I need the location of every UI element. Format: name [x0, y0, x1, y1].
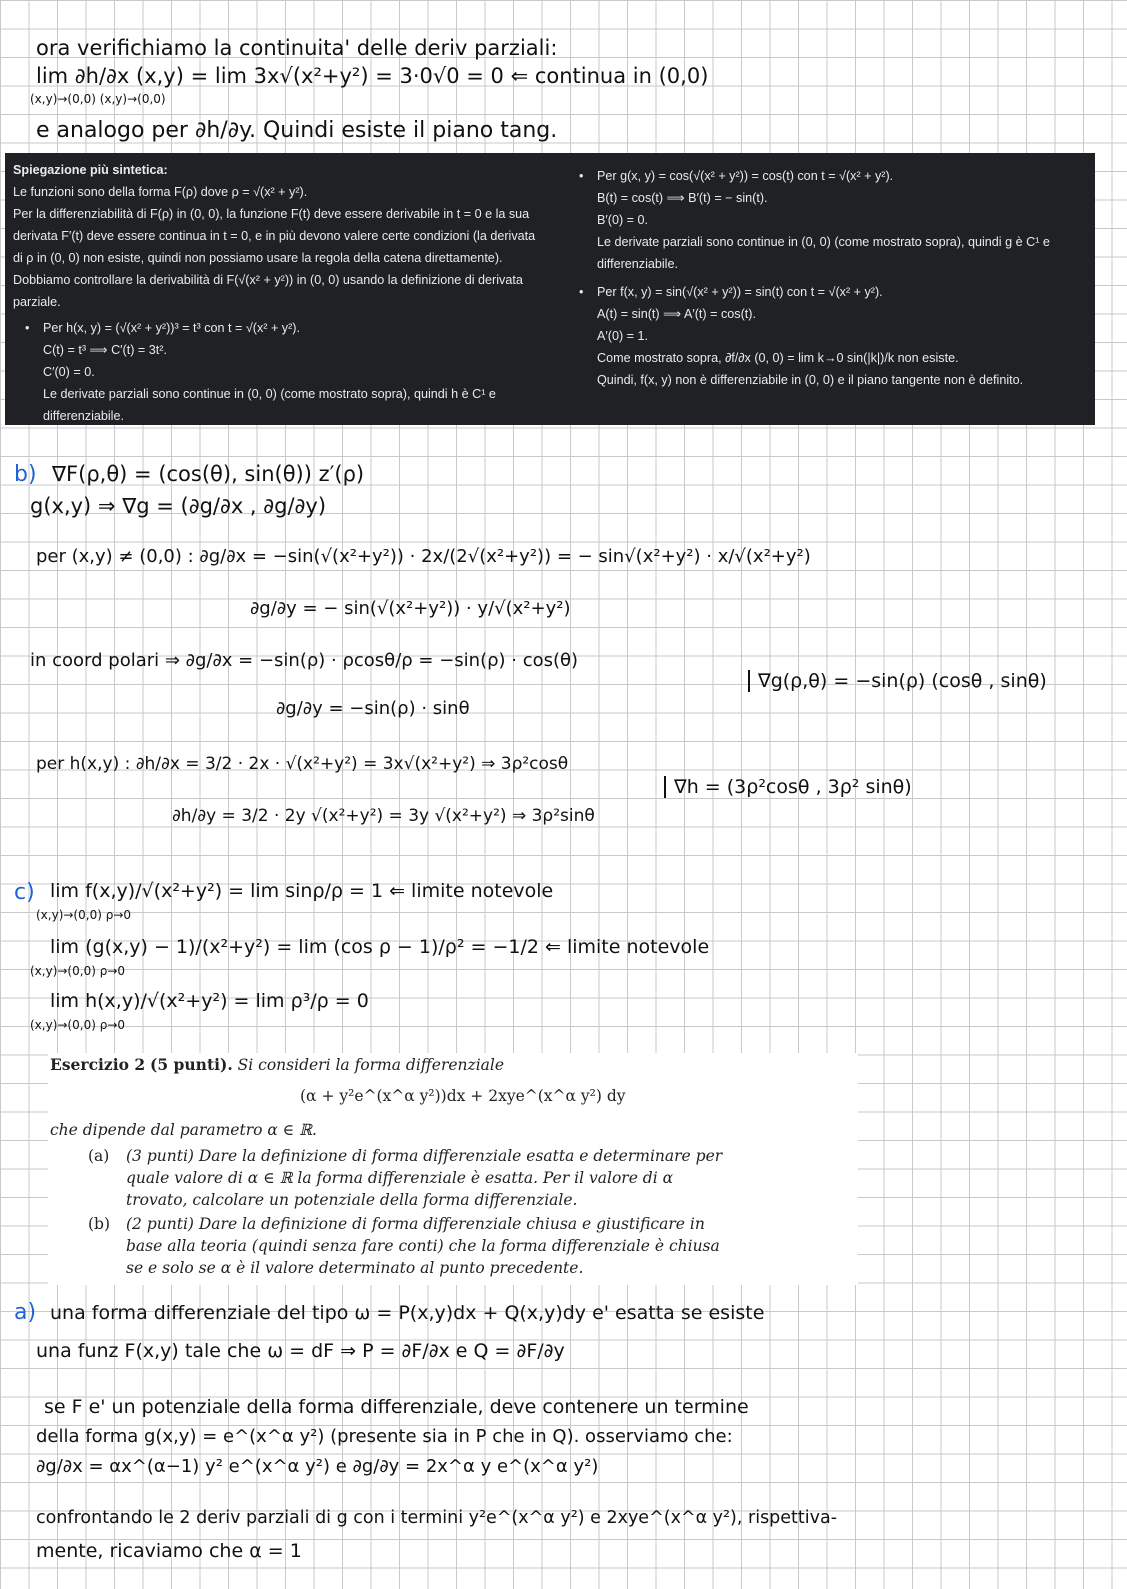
panel-text-line: A′(0) = 1. — [597, 329, 649, 343]
panel-text-line: parziale. — [13, 295, 61, 309]
panel-text-line: Le derivate parziali sono continue in (0, 0) (come mostrato sopra), quindi h è C¹ e — [43, 387, 496, 401]
gradient-g-result: ∇g(ρ,θ) = −sin(ρ) (cosθ , sinθ) — [748, 670, 1047, 692]
answer-a-line: confrontando le 2 deriv parziali di g con i termini y²e^(x^α y²) e 2xye^(x^α y²), rispettiva- — [36, 1508, 838, 1528]
part-b-line: in coord polari ⇒ ∂g/∂x = −sin(ρ) · ρcosθ/ρ = −sin(ρ) · cos(θ) — [30, 650, 579, 671]
item-b-line: (2 punti) Dare la definizione di forma differenziale chiusa e giustificare in — [126, 1215, 705, 1233]
panel-text-line: di ρ in (0, 0) non esiste, quindi non possiamo usare la regola della catena direttamente). — [13, 251, 503, 265]
part-c-subscript: (x,y)→(0,0) ρ→0 — [30, 1018, 126, 1032]
panel-text-line: Quindi, f(x, y) non è differenziabile in (0, 0) e il piano tangente non è definito. — [597, 373, 1024, 387]
bullet-f: • Per f(x, y) = sin(√(x² + y²)) = sin(t) con t = √(x² + y²). — [567, 281, 1092, 303]
panel-heading: Spiegazione più sintetica: — [13, 163, 168, 177]
note-limit-dh-dx: lim ∂h/∂x (x,y) = lim 3x√(x²+y²) = 3·0√0 = 0 ⇐ continua in (0,0) — [36, 64, 709, 88]
exercise-points: (5 punti). — [150, 1055, 233, 1074]
item-b-line: base alla teoria (quindi senza fare conti) che la forma differenziale è chiusa — [126, 1237, 720, 1255]
part-b-line: ∂g/∂y = −sin(ρ) · sinθ — [276, 698, 470, 719]
bullet-h: • Per h(x, y) = (√(x² + y²))³ = t³ con t = √(x² + y²). — [13, 317, 563, 339]
part-b-line: g(x,y) ⇒ ∇g = (∂g/∂x , ∂g/∂y) — [30, 494, 327, 518]
part-c-line: lim f(x,y)/√(x²+y²) = lim sinρ/ρ = 1 ⇐ limite notevole — [50, 880, 554, 902]
exercise-formula: (α + y²e^(x^α y²))dx + 2xye^(x^α y²) dy — [300, 1087, 626, 1105]
panel-text-line: Dobbiamo controllare la derivabilità di F(√(x² + y²)) in (0, 0) usando la definizione di derivata — [13, 273, 523, 287]
panel-text-line: Le funzioni sono della forma F(ρ) dove ρ = √(x² + y²). — [13, 185, 308, 199]
item-a-line: quale valore di α ∈ ℝ la forma differenziale è esatta. Per il valore di α — [126, 1169, 674, 1187]
panel-text-line: Come mostrato sopra, ∂f/∂x (0, 0) = lim k→0 sin(|k|)/k non esiste. — [597, 351, 959, 365]
note-continuity-heading: ora verifichiamo la continuita' delle deriv parziali: — [36, 36, 558, 60]
part-b-line: ∇F(ρ,θ) = (cos(θ), sin(θ)) z′(ρ) — [52, 462, 365, 486]
explanation-panel — [5, 153, 1095, 425]
panel-text-line: derivata F′(t) deve essere continua in t = 0, e in più devono valere certe condizioni (la derivata — [13, 229, 536, 243]
answer-a-line: mente, ricaviamo che α = 1 — [36, 1540, 302, 1562]
panel-text-line: B′(0) = 0. — [597, 213, 649, 227]
panel-text-line: differenziabile. — [43, 409, 124, 423]
part-c-label: c) — [14, 880, 35, 905]
exercise-box — [48, 1053, 858, 1285]
part-b-line: ∂h/∂y = 3/2 · 2y √(x²+y²) = 3y √(x²+y²) ⇒ 3ρ²sinθ — [172, 806, 595, 826]
answer-a-line: della forma g(x,y) = e^(x^α y²) (presente sia in P che in Q). osserviamo che: — [36, 1426, 733, 1447]
item-b-label: (b) — [88, 1215, 111, 1233]
part-c-line: lim (g(x,y) − 1)/(x²+y²) = lim (cos ρ − 1)/ρ² = −1/2 ⇐ limite notevole — [50, 936, 710, 958]
item-a-line: trovato, calcolare un potenziale della forma differenziale. — [126, 1191, 578, 1209]
gradient-h-result: ∇h = (3ρ²cosθ , 3ρ² sinθ) — [664, 776, 912, 798]
exercise-param: che dipende dal parametro α ∈ ℝ. — [50, 1121, 317, 1139]
panel-text-line: B(t) = cos(t) ⟹ B′(t) = − sin(t). — [597, 191, 768, 205]
answer-a-line: se F e' un potenziale della forma differenziale, deve contenere un termine — [44, 1396, 749, 1418]
exercise-title: Esercizio 2 — [50, 1055, 146, 1074]
panel-left-column — [13, 159, 563, 427]
part-b-line: per h(x,y) : ∂h/∂x = 3/2 · 2x · √(x²+y²) = 3x√(x²+y²) ⇒ 3ρ²cosθ — [36, 754, 569, 774]
part-c-subscript: (x,y)→(0,0) ρ→0 — [30, 964, 126, 978]
panel-text-line: Le derivate parziali sono continue in (0, 0) (come mostrato sopra), quindi g è C¹ e — [597, 235, 1050, 249]
answer-a-label: a) — [14, 1300, 37, 1325]
item-a-label: (a) — [88, 1147, 110, 1165]
panel-text-line: A(t) = sin(t) ⟹ A′(t) = cos(t). — [597, 307, 756, 321]
part-b-label: b) — [14, 462, 37, 487]
bullet-g: • Per g(x, y) = cos(√(x² + y²)) = cos(t) con t = √(x² + y²). — [567, 165, 1092, 187]
answer-a-line: ∂g/∂x = αx^(α−1) y² e^(x^α y²) e ∂g/∂y = 2x^α y e^(x^α y²) — [36, 1456, 599, 1477]
panel-text-line: Per la differenziabilità di F(ρ) in (0, 0), la funzione F(t) deve essere derivabile in t = 0 e la sua — [13, 207, 530, 221]
panel-text-line: C′(0) = 0. — [43, 365, 95, 379]
note-limit-subscript: (x,y)→(0,0) (x,y)→(0,0) — [30, 92, 166, 106]
item-b-line: se e solo se α è il valore determinato al punto precedente. — [126, 1259, 584, 1277]
panel-text-line: differenziabile. — [597, 257, 678, 271]
part-b-line: ∂g/∂y = − sin(√(x²+y²)) · y/√(x²+y²) — [250, 598, 571, 619]
answer-a-line: una funz F(x,y) tale che ω = dF ⇒ P = ∂F/∂x e Q = ∂F/∂y — [36, 1340, 565, 1362]
exercise-intro: Si consideri la forma differenziale — [237, 1056, 505, 1074]
part-b-line: per (x,y) ≠ (0,0) : ∂g/∂x = −sin(√(x²+y²)) · 2x/(2√(x²+y²)) = − sin√(x²+y²) · x/√(x²+y²) — [36, 546, 811, 567]
item-a-line: (3 punti) Dare la definizione di forma differenziale esatta e determinare per — [126, 1147, 723, 1165]
note-analog-dh-dy: e analogo per ∂h/∂y. Quindi esiste il piano tang. — [36, 118, 558, 143]
exercise-title-row — [50, 1055, 504, 1074]
part-c-line: lim h(x,y)/√(x²+y²) = lim ρ³/ρ = 0 — [50, 990, 369, 1012]
panel-text-line: C(t) = t³ ⟹ C′(t) = 3t². — [43, 343, 167, 357]
answer-a-line: una forma differenziale del tipo ω = P(x,y)dx + Q(x,y)dy e' esatta se esiste — [50, 1302, 765, 1324]
panel-right-column — [567, 165, 1092, 391]
part-c-subscript: (x,y)→(0,0) ρ→0 — [36, 908, 132, 922]
